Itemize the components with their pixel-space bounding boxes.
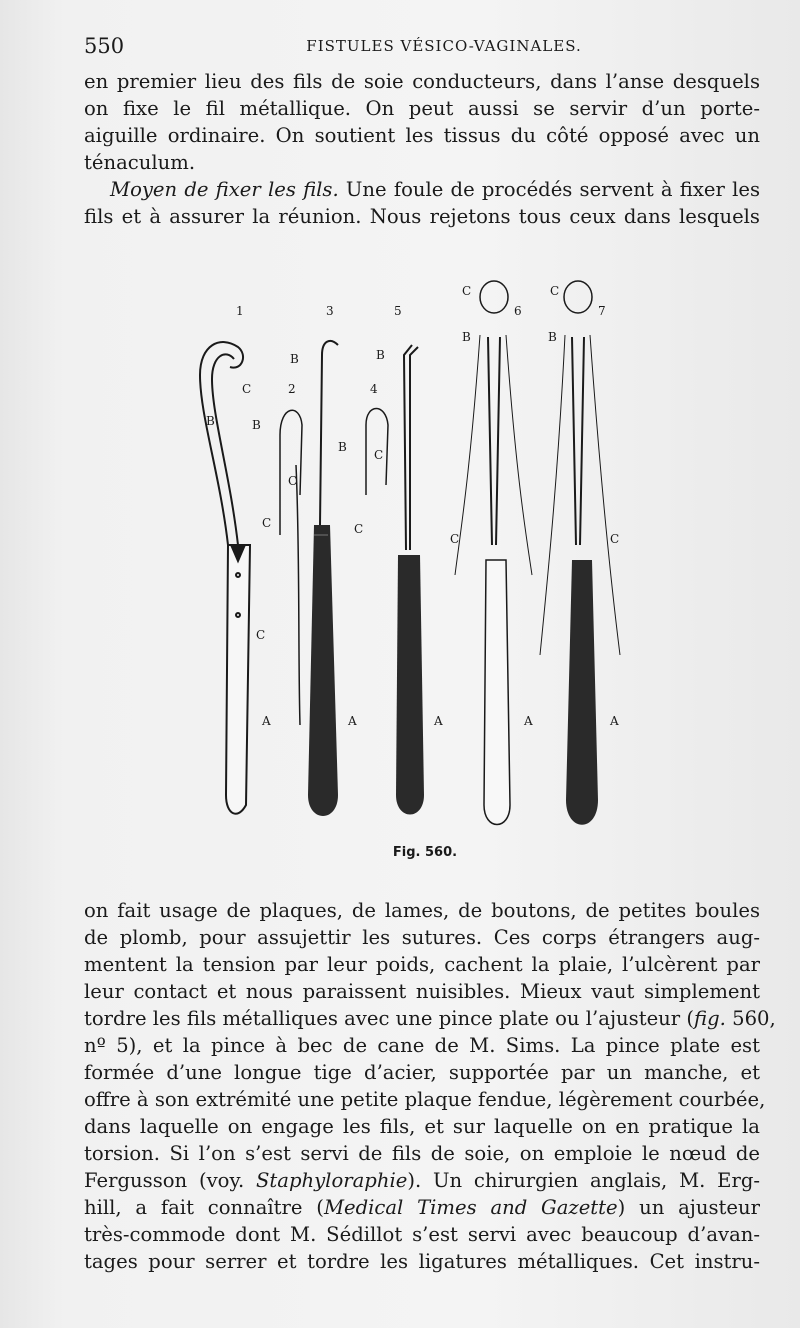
figure-letter-c: C xyxy=(450,532,460,546)
page-number: 550 xyxy=(84,34,125,58)
figure-letter-b: B xyxy=(548,330,557,344)
figure-number-2: 2 xyxy=(288,382,296,396)
page-header xyxy=(84,34,764,66)
text-line: très-commode dont M. Sédillot s’est servi avec beaucoup d’avan- xyxy=(84,1223,760,1246)
text-line: nº 5), et la pince à bec de cane de M. Sims. La pince plate est xyxy=(84,1034,760,1057)
surgical-instruments-figure xyxy=(180,275,650,845)
top-paragraph xyxy=(84,68,760,230)
running-title: FISTULES VÉSICO-VAGINALES. xyxy=(306,37,582,55)
figure-letter-c: C xyxy=(354,522,364,536)
figure-letter-b: B xyxy=(376,348,385,362)
text-line: ténaculum. xyxy=(84,151,196,174)
figure-letter-a: A xyxy=(262,714,271,728)
figure-letter-a: A xyxy=(610,714,619,728)
figure-number-7: 7 xyxy=(598,304,606,318)
figure-number-6: 6 xyxy=(514,304,522,318)
text-line: torsion. Si l’on s’est servi de fils de soie, on emploie le nœud de xyxy=(84,1142,760,1165)
figure-letter-c: C xyxy=(242,382,252,396)
text-line: Fergusson (voy. Staphyloraphie). Un chirurgien anglais, M. Erg- xyxy=(84,1169,760,1192)
figure-letter-b: B xyxy=(206,414,215,428)
figure-number-5: 5 xyxy=(394,304,402,318)
figure-number-4: 4 xyxy=(370,382,378,396)
instrument-6 xyxy=(455,281,532,825)
figure-letter-c: C xyxy=(288,474,298,488)
text-line: fils et à assurer la réunion. Nous rejetons tous ceux dans lesquels xyxy=(84,205,760,228)
figure-letter-b: B xyxy=(252,418,261,432)
instrument-1 xyxy=(200,342,250,814)
figure-letter-a: A xyxy=(434,714,443,728)
text-line: Moyen de fixer les fils. Une foule de procédés servent à fixer les xyxy=(110,178,761,201)
instrument-2 xyxy=(280,410,302,725)
text-line: tages pour serrer et tordre les ligatures métalliques. Cet instru- xyxy=(84,1250,760,1273)
instrument-7 xyxy=(540,281,620,825)
text-line: hill, a fait connaître (Medical Times and Gazette) un ajusteur xyxy=(84,1196,760,1219)
figure-number-3: 3 xyxy=(326,304,334,318)
figure-letter-a: A xyxy=(348,714,357,728)
figure-letter-c: C xyxy=(262,516,272,530)
figure-letter-b: B xyxy=(290,352,299,366)
text-line: on fait usage de plaques, de lames, de boutons, de petites boules xyxy=(84,899,760,922)
figure-letter-c: C xyxy=(550,284,560,298)
text-line: en premier lieu des fils de soie conducteurs, dans l’anse desquels xyxy=(84,70,760,93)
text-line: de plomb, pour assujettir les sutures. Ces corps étrangers aug- xyxy=(84,926,760,949)
figure-letter-b: B xyxy=(462,330,471,344)
instrument-3 xyxy=(308,341,338,816)
figure-letter-b: B xyxy=(338,440,347,454)
text-line: aiguille ordinaire. On soutient les tissus du côté opposé avec un xyxy=(84,124,760,147)
instrument-5 xyxy=(396,345,424,815)
text-line: on fixe le fil métallique. On peut aussi se servir d’un porte- xyxy=(84,97,760,120)
text-line: formée d’une longue tige d’acier, supportée par un manche, et xyxy=(84,1061,760,1084)
bottom-paragraph xyxy=(84,897,776,1275)
figure-letter-c: C xyxy=(256,628,266,642)
figure-letter-c: C xyxy=(462,284,472,298)
figure-letter-c: C xyxy=(610,532,620,546)
text-line: offre à son extrémité une petite plaque fendue, légèrement courbée, xyxy=(84,1088,766,1111)
figure-letter-c: C xyxy=(374,448,384,462)
text-line: dans laquelle on engage les fils, et sur laquelle on en pratique la xyxy=(84,1115,760,1138)
text-line: tordre les fils métalliques avec une pince plate ou l’ajusteur (fig. 560, xyxy=(84,1007,776,1030)
italic-heading: Moyen de fixer les fils. xyxy=(110,178,339,201)
figure-caption: Fig. 560. xyxy=(392,845,458,860)
figure-number-1: 1 xyxy=(236,304,244,318)
text-line: mentent la tension par leur poids, cachent la plaie, l’ulcèrent par xyxy=(84,953,760,976)
text-line: leur contact et nous paraissent nuisibles. Mieux vaut simplement xyxy=(84,980,760,1003)
figure-letter-a: A xyxy=(524,714,533,728)
